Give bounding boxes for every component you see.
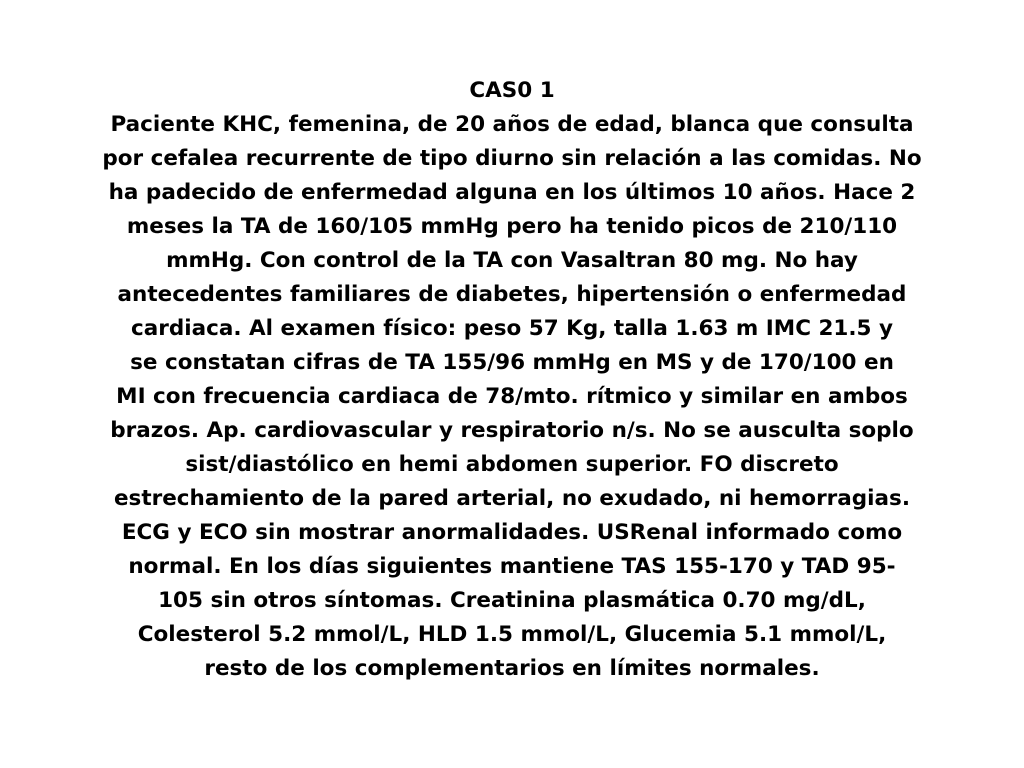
case-text-line: 105 sin otros síntomas. Creatinina plasmática 0.70 mg/dL,	[158, 588, 866, 613]
case-text-line: cardiaca. Al examen físico: peso 57 Kg, talla 1.63 m IMC 21.5 y	[130, 316, 894, 341]
case-text-line: antecedentes familiares de diabetes, hipertensión o enfermedad	[117, 282, 907, 307]
case-text-line: meses la TA de 160/105 mmHg pero ha tenido picos de 210/110	[126, 214, 898, 239]
case-text-line: sist/diastólico en hemi abdomen superior. FO discreto	[185, 452, 839, 477]
case-text-line: normal. En los días siguientes mantiene TAS 155-170 y TAD 95-	[128, 554, 896, 579]
case-text-line: se constatan cifras de TA 155/96 mmHg en MS y de 170/100 en	[130, 350, 894, 375]
case-text-line: resto de los complementarios en límites normales.	[204, 656, 820, 681]
case-text-line: estrechamiento de la pared arterial, no exudado, ni hemorragias.	[113, 486, 911, 511]
case-text-line: mmHg. Con control de la TA con Vasaltran 80 mg. No hay	[166, 248, 858, 273]
case-text-line: Paciente KHC, femenina, de 20 años de edad, blanca que consulta	[110, 112, 914, 137]
case-text-line: ha padecido de enfermedad alguna en los últimos 10 años. Hace 2	[108, 180, 916, 205]
case-title: CAS0 1	[469, 78, 555, 103]
case-text-line: brazos. Ap. cardiovascular y respiratorio n/s. No se ausculta soplo	[110, 418, 914, 443]
case-text-line: Colesterol 5.2 mmol/L, HLD 1.5 mmol/L, Glucemia 5.1 mmol/L,	[137, 622, 887, 647]
case-text-block	[40, 74, 984, 686]
case-text-line: ECG y ECO sin mostrar anormalidades. USRenal informado como	[121, 520, 903, 545]
case-text-line: MI con frecuencia cardiaca de 78/mto. rítmico y similar en ambos	[116, 384, 908, 409]
case-text-line: por cefalea recurrente de tipo diurno sin relación a las comidas. No	[102, 146, 922, 171]
